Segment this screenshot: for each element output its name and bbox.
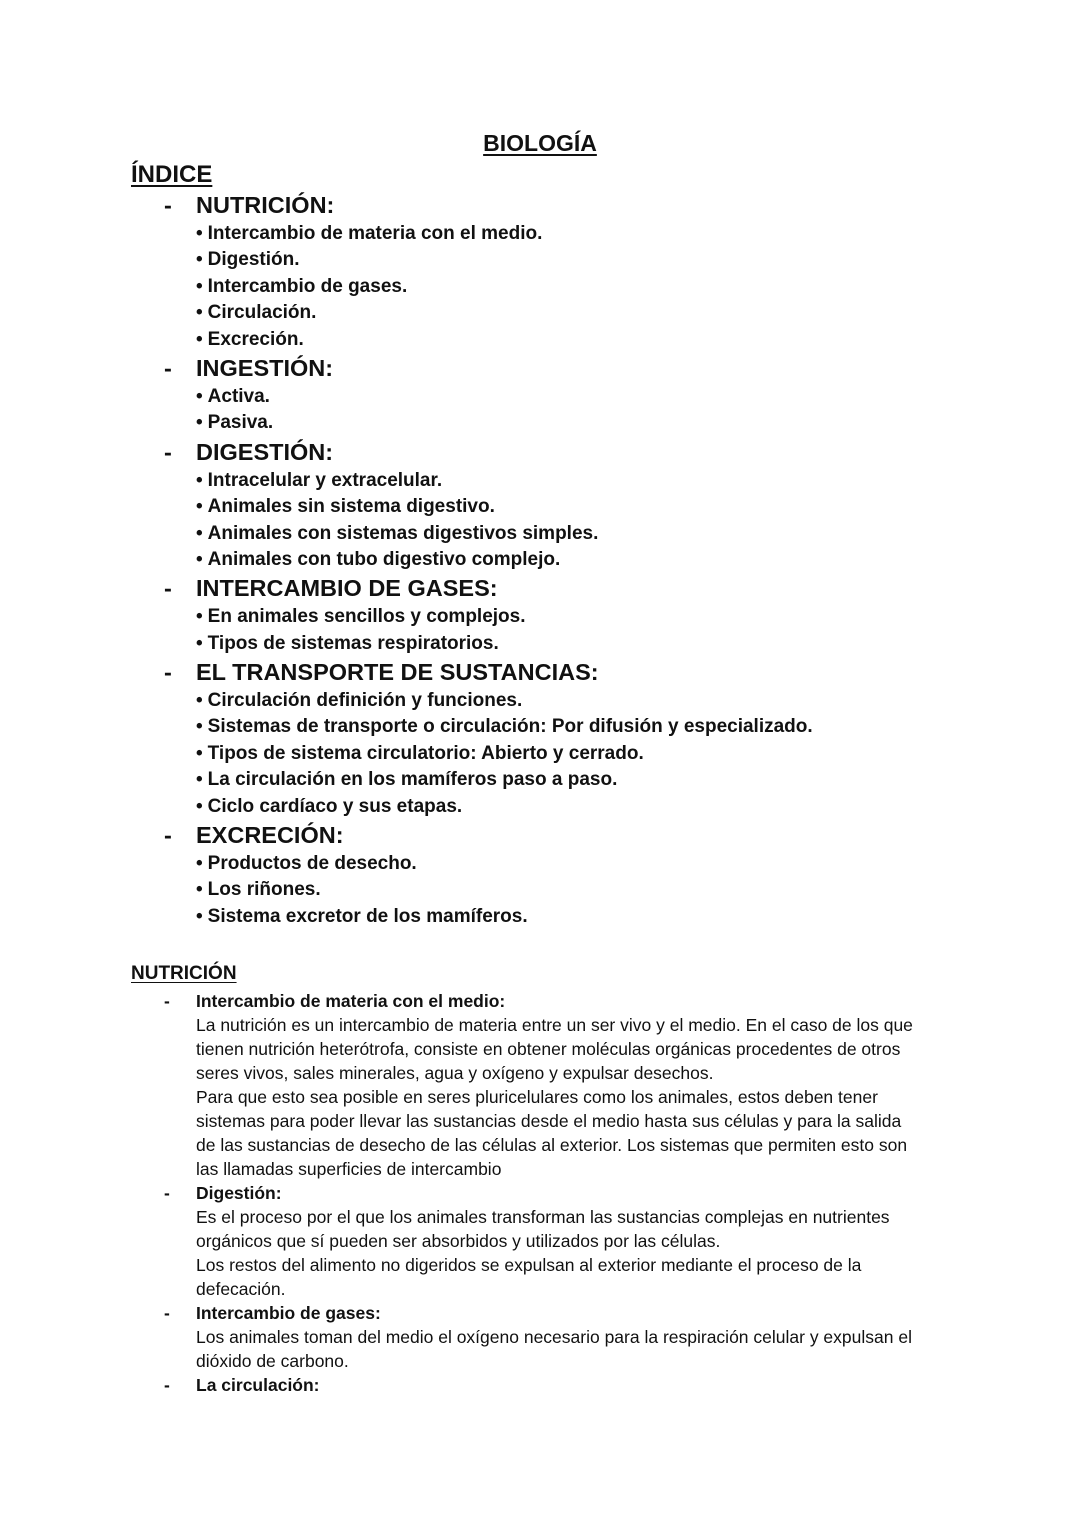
dash-marker: -	[164, 438, 172, 465]
index-item: • Sistemas de transporte o circulación: Por difusión y especializado.	[196, 716, 813, 738]
bullet-icon: •	[196, 795, 203, 817]
index-item: • Tipos de sistemas respiratorios.	[196, 632, 499, 654]
nutricion-section-title: La circulación:	[196, 1375, 320, 1395]
bullet-icon: •	[196, 223, 203, 244]
index-section-title: EL TRANSPORTE DE SUSTANCIAS:	[196, 659, 599, 686]
index-section-title: DIGESTIÓN:	[196, 438, 334, 465]
paragraph-line: orgánicos que sí pueden ser absorbidos y utilizados por las células.	[196, 1231, 721, 1251]
index-section-title: NUTRICIÓN:	[196, 192, 335, 218]
dash-marker: -	[164, 991, 170, 1011]
index-item: • Activa.	[196, 385, 270, 407]
nutricion-section	[160, 1301, 950, 1373]
nutricion-section-title: Intercambio de gases:	[196, 1303, 381, 1323]
paragraph-line: Los restos del alimento no digeridos se expulsan al exterior mediante el proceso de la	[196, 1255, 862, 1275]
nutricion-section	[160, 1181, 950, 1301]
index-item: • Animales con sistemas digestivos simples.	[196, 522, 599, 544]
bullet-icon: •	[196, 853, 203, 875]
index-section-excrecion	[160, 820, 980, 930]
index-section-intercambio-gases	[160, 573, 980, 657]
index-item: • La circulación en los mamíferos paso a paso.	[196, 769, 618, 791]
dash-marker: -	[164, 354, 172, 381]
paragraph-line: Para que esto sea posible en seres pluricelulares como los animales, estos deben tener	[196, 1087, 878, 1107]
index-heading: ÍNDICE	[131, 161, 213, 188]
index-item: • Intracelular y extracelular.	[196, 469, 443, 491]
dash-marker: -	[164, 1375, 170, 1395]
bullet-icon: •	[196, 275, 203, 297]
index-item: • Productos de desecho.	[196, 853, 417, 875]
bullet-icon: •	[196, 632, 203, 654]
index-item: • Sistema excretor de los mamíferos.	[196, 905, 528, 927]
nutricion-section	[160, 989, 950, 1181]
nutricion-section	[160, 1373, 950, 1397]
paragraph-line: sistemas para poder llevar las sustancias desde el medio hasta sus células y para la salida	[196, 1111, 902, 1131]
dash-marker: -	[164, 192, 172, 218]
index-item: • Digestión.	[196, 249, 300, 271]
bullet-icon: •	[196, 606, 203, 628]
paragraph-line: de las sustancias de desecho de las células al exterior. Los sistemas que permiten esto son	[196, 1135, 908, 1155]
bullet-icon: •	[196, 742, 203, 764]
index-item: • Intercambio de materia con el medio.	[196, 223, 543, 244]
nutricion-section-title: Intercambio de materia con el medio:	[196, 991, 506, 1011]
index-section-nutricion	[160, 190, 980, 353]
paragraph-line: seres vivos, sales minerales, agua y oxígeno y expulsar desechos.	[196, 1063, 714, 1083]
index-item: • Circulación.	[196, 302, 317, 324]
nutricion-body	[160, 989, 950, 1397]
index-section-title: INGESTIÓN:	[196, 354, 334, 381]
dash-marker: -	[164, 659, 172, 686]
index-item: • Los riñones.	[196, 879, 321, 901]
dash-marker: -	[164, 1303, 170, 1323]
index-section-title: INTERCAMBIO DE GASES:	[196, 575, 498, 602]
index-item: • Pasiva.	[196, 412, 274, 434]
paragraph-line: La nutrición es un intercambio de materia entre un ser vivo y el medio. En el caso de los que	[196, 1015, 913, 1035]
index-item: • Animales sin sistema digestivo.	[196, 496, 495, 518]
nutricion-heading: NUTRICIÓN	[131, 963, 237, 984]
page-title: BIOLOGÍA	[483, 130, 597, 156]
bullet-icon: •	[196, 385, 203, 407]
paragraph-line: Es el proceso por el que los animales transforman las sustancias complejas en nutrientes	[196, 1207, 890, 1227]
paragraph-line: las llamadas superficies de intercambio	[196, 1159, 502, 1179]
index-item: • Ciclo cardíaco y sus etapas.	[196, 795, 463, 817]
bullet-icon: •	[196, 469, 203, 491]
bullet-icon: •	[196, 522, 203, 544]
paragraph-line: tienen nutrición heterótrofa, consiste en obtener moléculas orgánicas procedentes de otros	[196, 1039, 901, 1059]
index-section-transporte	[160, 657, 980, 820]
index-item: • En animales sencillos y complejos.	[196, 606, 526, 628]
bullet-icon: •	[196, 548, 203, 570]
bullet-icon: •	[196, 328, 203, 350]
nutricion-section-title: Digestión:	[196, 1183, 282, 1203]
paragraph-line: Los animales toman del medio el oxígeno necesario para la respiración celular y expulsan el	[196, 1327, 912, 1347]
index-item: • Animales con tubo digestivo complejo.	[196, 548, 561, 570]
index-item: • Tipos de sistema circulatorio: Abierto y cerrado.	[196, 742, 644, 764]
bullet-icon: •	[196, 879, 203, 901]
bullet-icon: •	[196, 769, 203, 791]
paragraph-line: defecación.	[196, 1279, 286, 1299]
index-section-title: EXCRECIÓN:	[196, 822, 344, 849]
dash-marker: -	[164, 575, 172, 602]
dash-marker: -	[164, 822, 172, 849]
bullet-icon: •	[196, 249, 203, 271]
dash-marker: -	[164, 1183, 170, 1203]
index-item: • Excreción.	[196, 328, 304, 350]
paragraph-line: dióxido de carbono.	[196, 1351, 349, 1371]
index-section-digestion	[160, 437, 980, 574]
index-item: • Circulación definición y funciones.	[196, 690, 523, 712]
index-section-ingestion	[160, 353, 980, 437]
bullet-icon: •	[196, 412, 203, 434]
bullet-icon: •	[196, 905, 203, 927]
bullet-icon: •	[196, 496, 203, 518]
index-item: • Intercambio de gases.	[196, 275, 408, 297]
index-list	[160, 190, 980, 930]
bullet-icon: •	[196, 690, 203, 712]
bullet-icon: •	[196, 302, 203, 324]
bullet-icon: •	[196, 716, 203, 738]
